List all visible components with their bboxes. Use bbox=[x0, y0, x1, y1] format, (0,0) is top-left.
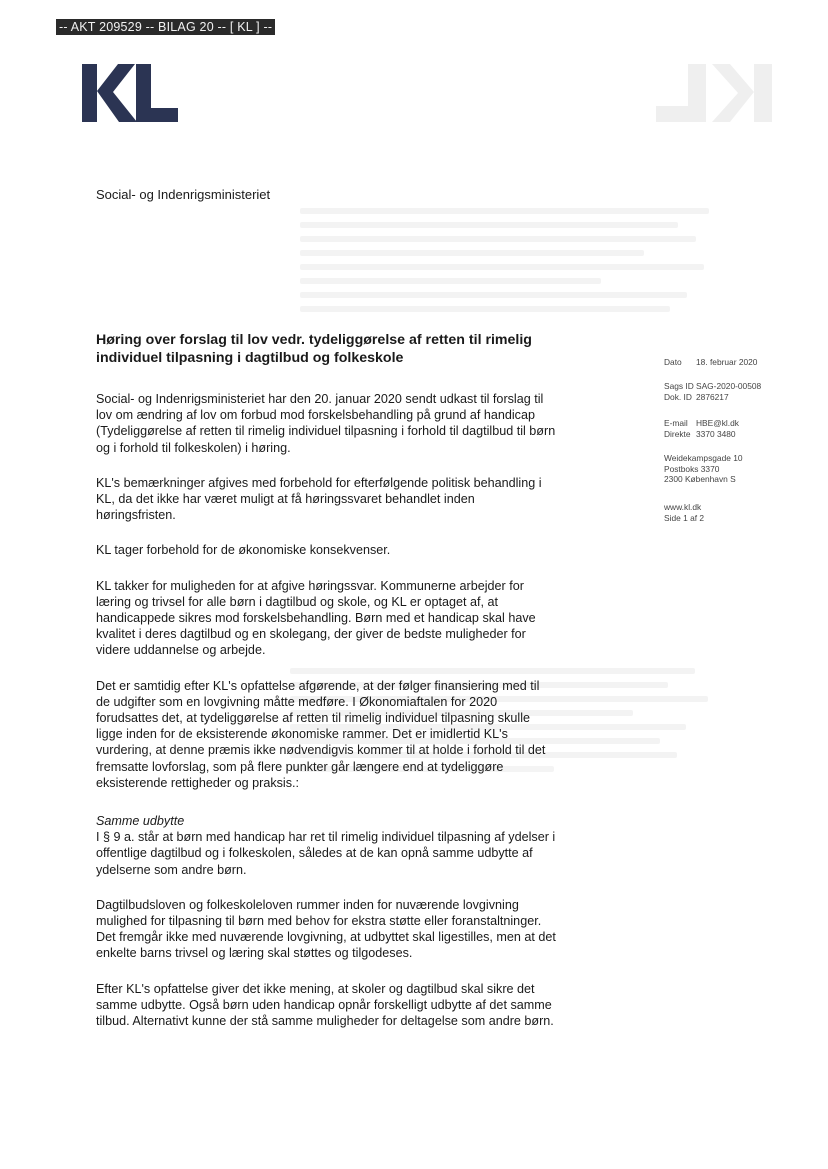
bleed-through-logo bbox=[652, 62, 772, 124]
meta-dok-value: 2876217 bbox=[696, 391, 729, 402]
meta-date bbox=[664, 357, 757, 368]
meta-dok-label: Dok. ID bbox=[664, 391, 692, 402]
address-line: Postboks 3370 bbox=[664, 463, 720, 474]
recipient-address: Social- og Indenrigsministeriet bbox=[96, 187, 271, 202]
address-line: Weidekampsgade 10 bbox=[664, 453, 743, 463]
page-number: Side 1 af 2 bbox=[664, 512, 705, 523]
letter-body bbox=[96, 391, 556, 1048]
meta-contact bbox=[664, 418, 739, 439]
archive-stamp: -- AKT 209529 -- BILAG 20 -- [ KL ] -- bbox=[56, 19, 275, 35]
paragraph: Efter KL's opfattelse giver det ikke mening, at skoler og dagtilbud skal sikre det samme udbytte. Også børn uden handicap opnår forskelligt udbytte af det samme tilbud. Alternativt kunne der stå samme muligheder for deltagelse som andre børn. bbox=[96, 981, 554, 1029]
meta-direkte-label: Direkte bbox=[664, 428, 691, 439]
meta-address bbox=[664, 453, 743, 485]
kl-logo bbox=[82, 64, 178, 122]
paragraph: KL takker for muligheden for at afgive høringssvar. Kommunerne arbejder for læring og trivsel for alle børn i dagtilbud og skole, og KL er optaget af, at handicappede sikres mod forskelsbehandling. Børn med et handicap skal have kvalitet i deres dagtilbud og en skolegang, der giver de bedste muligheder for videre uddannelse og arbejde. bbox=[96, 578, 536, 658]
meta-web-page bbox=[664, 502, 704, 523]
paragraph: Social- og Indenrigsministeriet har den 20. januar 2020 sendt udkast til forslag til lov om ændring af lov om forbud mod forskelsbehandling på grund af handicap (Tydeliggørelse af retten til rimelig individuel tilpasning i forhold til dagtilbud til børn og i forhold til folkeskolen) i høring. bbox=[96, 392, 556, 455]
meta-date-label: Dato bbox=[664, 357, 682, 367]
meta-date-value: 18. februar 2020 bbox=[696, 357, 758, 367]
paragraph: Dagtilbudsloven og folkeskoleloven rummer inden for nuværende lovgivning mulighed for tilpasning til børn med behov for ekstra støtte eller foranstaltninger. Det fremgår ikke med nuværende lovgivning, at udbyttet skal ligestilles, men at det enkelte barns trivsel og læring skal støttes og tilgodeses. bbox=[96, 897, 556, 961]
meta-email-label: E-mail bbox=[664, 418, 688, 428]
paragraph: Det er samtidig efter KL's opfattelse afgørende, at der følger finansiering med til de udgifter som en lovgivning måtte medføre. I Økonomiaftalen for 2020 forudsattes det, at tydeliggørelse af retten til rimelig individuel tilpasning skulle ligge inden for de eksisterende økonomiske rammer. Det er imidlertid KL's vurdering, at denne præmis ikke nødvendigvis kommer til at holde i forhold til det fremsatte lovforslag, som på flere punkter går længere end at tydeliggøre eksisterende rettigheder og praksis.: bbox=[96, 678, 546, 790]
meta-sags-value: SAG-2020-00508 bbox=[696, 381, 762, 391]
bleed-through-background bbox=[300, 200, 730, 320]
paragraph: KL's bemærkninger afgives med forbehold for efterfølgende politisk behandling i KL, da det ikke har været muligt at få høringssvaret behandlet inden høringsfristen. bbox=[96, 475, 542, 523]
meta-email-value: HBE@kl.dk bbox=[696, 418, 739, 428]
paragraph: I § 9 a. står at børn med handicap har ret til rimelig individuel tilpasning af ydelser i offentlige dagtilbud og i folkeskolen, således at de kan opnå samme udbytte af ydelserne som andre børn. bbox=[96, 830, 556, 877]
website: www.kl.dk bbox=[664, 502, 702, 512]
paragraph: KL tager forbehold for de økonomiske konsekvenser. bbox=[96, 543, 391, 558]
meta-direkte-value: 3370 3480 bbox=[696, 428, 736, 439]
address-line: 2300 København S bbox=[664, 474, 736, 484]
section-heading: Samme udbytte bbox=[96, 814, 185, 829]
letter-subject: Høring over forslag til lov vedr. tydeliggørelse af retten til rimelig individuel tilpasning i dagtilbud og folkeskole bbox=[96, 332, 532, 366]
meta-sags-label: Sags ID bbox=[664, 381, 694, 391]
meta-case-ids bbox=[664, 381, 761, 402]
